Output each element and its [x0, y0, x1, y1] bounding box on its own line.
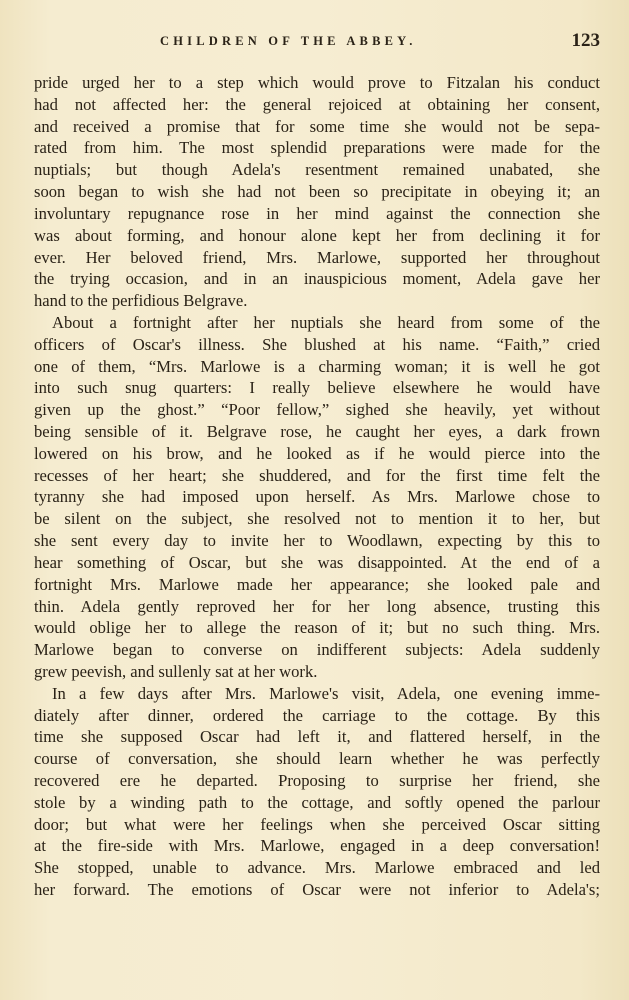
- text-line: hand to the perfidious Belgrave.: [34, 291, 248, 311]
- text-line: rated from him. The most splendid preparations were made for the: [34, 138, 600, 158]
- text-line: About a fortnight after her nuptials she heard from some of the: [52, 312, 600, 332]
- text-line: her forward. The emotions of Oscar were not inferior to Adela's;: [34, 880, 600, 900]
- text-line: at the fire-side with Mrs. Marlowe, engaged in a deep conversation!: [34, 836, 600, 856]
- text-line: thin. Adela gently reproved her for her long absence, trusting this: [34, 596, 600, 616]
- text-line: officers of Oscar's illness. She blushed at his name. “Faith,” cried: [34, 334, 600, 354]
- text-line: ever. Her beloved friend, Mrs. Marlowe, supported her throughout: [34, 247, 600, 267]
- text-line: stole by a winding path to the cottage, and softly opened the parlour: [34, 792, 600, 812]
- text-line: given up the ghost.” “Poor fellow,” sighed she heavily, yet without: [34, 400, 600, 420]
- text-line: the trying occasion, and in an inauspicious moment, Adela gave her: [34, 269, 600, 289]
- text-line: was about forming, and honour alone kept her from declining it for: [34, 225, 600, 245]
- text-line: door; but what were her feelings when she perceived Oscar sitting: [34, 814, 600, 834]
- text-line: soon began to wish she had not been so precipitate in obeying it; an: [34, 182, 600, 202]
- body-text: [34, 72, 600, 901]
- text-line: involuntary repugnance rose in her mind against the connection she: [34, 203, 600, 223]
- text-line: grew peevish, and sullenly sat at her work.: [34, 661, 318, 681]
- text-line: She stopped, unable to advance. Mrs. Marlowe embraced and led: [34, 858, 600, 878]
- text-line: she sent every day to invite her to Woodlawn, expecting by this to: [34, 531, 600, 551]
- text-line: diately after dinner, ordered the carriage to the cottage. By this: [34, 705, 600, 725]
- text-line: had not affected her: the general rejoiced at obtaining her consent,: [34, 94, 600, 114]
- text-line: recovered ere he departed. Proposing to surprise her friend, she: [34, 771, 600, 790]
- text-line: hear something of Oscar, but she was disappointed. At the end of a: [34, 552, 600, 572]
- text-line: Marlowe began to converse on indifferent subjects: Adela suddenly: [34, 640, 600, 660]
- text-line: into such snug quarters: I really believe elsewhere he would have: [34, 378, 600, 398]
- text-line: and received a promise that for some time she would not be sepa-: [34, 116, 600, 136]
- text-line: be silent on the subject, she resolved not to mention it to her, but: [34, 509, 600, 529]
- text-line: being sensible of it. Belgrave rose, he caught her eyes, a dark frown: [34, 422, 600, 441]
- text-line: lowered on his brow, and he looked as if he would pierce into the: [34, 443, 600, 463]
- text-line: would oblige her to allege the reason of it; but no such thing. Mrs.: [34, 618, 600, 638]
- running-title: CHILDREN OF THE ABBEY.: [160, 34, 417, 48]
- text-line: In a few days after Mrs. Marlowe's visit, Adela, one evening imme-: [52, 683, 600, 703]
- text-line: time she supposed Oscar had left it, and flattered herself, in the: [34, 727, 600, 747]
- page-header: [34, 30, 600, 54]
- text-line: recesses of her heart; she shuddered, and for the first time felt the: [34, 465, 600, 485]
- text-line: pride urged her to a step which would prove to Fitzalan his conduct: [34, 73, 600, 92]
- page-number: 123: [571, 30, 600, 51]
- text-line: nuptials; but though Adela's resentment remained unabated, she: [34, 160, 600, 180]
- text-line: one of them, “Mrs. Marlowe is a charming woman; it is well he got: [34, 356, 600, 376]
- text-line: course of conversation, she should learn whether he was perfectly: [34, 749, 600, 769]
- text-line: fortnight Mrs. Marlowe made her appearance; she looked pale and: [34, 574, 600, 594]
- text-line: tyranny she had imposed upon herself. As Mrs. Marlowe chose to: [34, 487, 600, 507]
